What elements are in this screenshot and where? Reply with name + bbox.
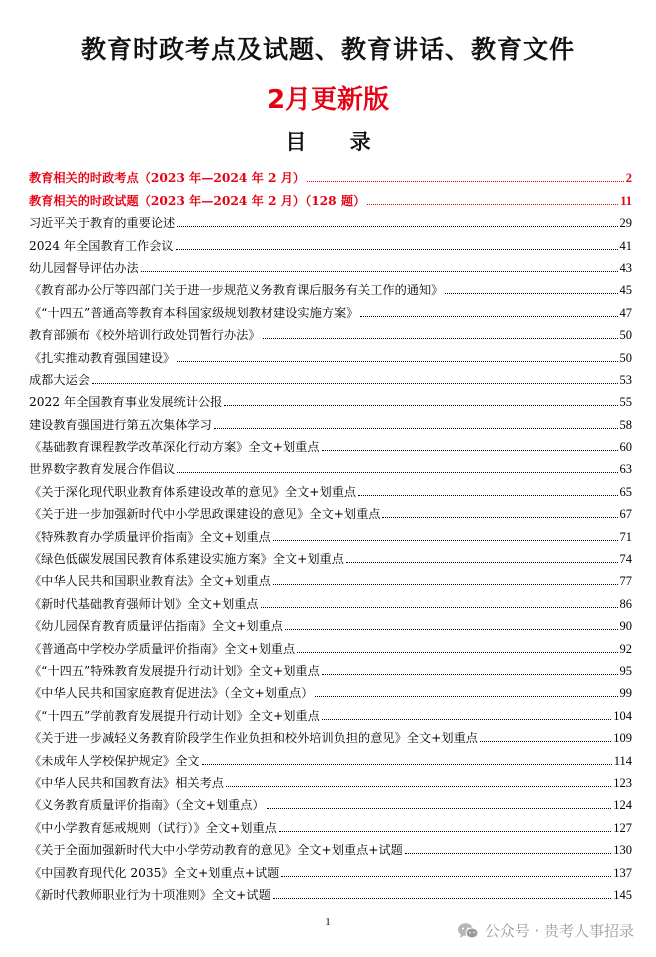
toc-entry-page: 45 [619, 283, 632, 298]
toc-entry-title: 《中华人民共和国职业教育法》全文+划重点 [29, 574, 271, 589]
toc-leader-dots [226, 786, 611, 787]
toc-entry[interactable] [29, 522, 632, 544]
toc-entry[interactable] [29, 209, 632, 231]
toc-entry-title: 《新时代教师职业行为十项准则》全文+试题 [29, 887, 271, 902]
toc-entry[interactable] [29, 254, 632, 276]
toc-leader-dots [263, 338, 618, 339]
toc-entry-title: 教育相关的时政考点（2023 年—2024 年 2 月） [29, 171, 306, 186]
toc-entry-page: 137 [613, 865, 632, 880]
toc-entry[interactable] [29, 186, 632, 208]
toc-entry-title: 2024 年全国教育工作会议 [29, 238, 174, 253]
toc-entry[interactable] [29, 276, 632, 298]
toc-entry-page: 104 [613, 708, 632, 723]
toc-leader-dots [214, 428, 618, 429]
toc-leader-dots [322, 719, 611, 720]
toc-entry-page: 114 [613, 753, 632, 768]
watermark-text: 公众号 · 贵考人事招录 [484, 922, 634, 940]
toc-entry[interactable] [29, 410, 632, 432]
toc-leader-dots [176, 249, 618, 250]
toc-entry-title: 《绿色低碳发展国民教育体系建设实施方案》全文+划重点 [29, 552, 344, 567]
document-title: 教育时政考点及试题、教育讲话、教育文件 [80, 35, 575, 64]
toc-entry-title: 《“十四五”学前教育发展提升行动计划》全文+划重点 [29, 708, 320, 723]
toc-entry-page: 60 [619, 440, 632, 455]
toc-entry-title: 《教育部办公厅等四部门关于进一步规范义务教育课后服务有关工作的通知》 [29, 283, 444, 298]
toc-entry[interactable] [29, 477, 632, 499]
toc-entry-page: 145 [613, 887, 632, 902]
toc-entry-page: 65 [619, 484, 632, 499]
toc-entry[interactable] [29, 634, 632, 656]
toc-entry-page: 109 [613, 731, 632, 746]
toc-entry[interactable] [29, 321, 632, 343]
toc-leader-dots [405, 853, 611, 854]
toc-entry-page: 74 [619, 552, 632, 567]
toc-entry-title: 《普通高中学校办学质量评价指南》全文+划重点 [29, 641, 296, 656]
toc-entry-page: 47 [619, 305, 632, 320]
toc-entry-title: 《中华人民共和国家庭教育促进法》（全文+划重点） [29, 686, 314, 701]
toc-entry-title: 《“十四五”特殊教育发展提升行动计划》全文+划重点 [29, 663, 320, 678]
toc-entry-page: 11 [620, 193, 632, 208]
toc-entry[interactable] [29, 813, 632, 835]
toc-leader-dots [202, 764, 612, 765]
toc-entry-page: 50 [619, 328, 632, 343]
toc-entry-page: 53 [619, 372, 632, 387]
toc-heading: 目 录 [285, 130, 389, 154]
toc-entry-title: 《关于全面加强新时代大中小学劳动教育的意见》全文+划重点+试题 [29, 843, 403, 858]
toc-entry[interactable] [29, 746, 632, 768]
wechat-icon [457, 922, 479, 940]
toc-entry[interactable] [29, 343, 632, 365]
toc-entry-page: 58 [619, 417, 632, 432]
toc-entry-title: 《关于进一步减轻义务教育阶段学生作业负担和校外培训负担的意见》全文+划重点 [29, 731, 478, 746]
toc-leader-dots [480, 741, 611, 742]
toc-entry-title: 《扎实推动教育强国建设》 [29, 350, 176, 365]
toc-leader-dots [273, 540, 618, 541]
toc-entry[interactable] [29, 231, 632, 253]
toc-entry-title: 《新时代基础教育强师计划》全文+划重点 [29, 596, 259, 611]
toc-entry-title: 教育部颁布《校外培训行政处罚暂行办法》 [29, 328, 261, 343]
toc-leader-dots [322, 450, 618, 451]
toc-entry-page: 50 [619, 350, 632, 365]
toc-entry-title: 《中华人民共和国教育法》相关考点 [29, 775, 224, 790]
toc-entry-page: 63 [619, 462, 632, 477]
toc-entry-page: 71 [619, 529, 632, 544]
toc-entry[interactable] [29, 858, 632, 880]
toc-entry-page: 29 [619, 216, 632, 231]
toc-entry-title: 《关于进一步加强新时代中小学思政课建设的意见》全文+划重点 [29, 507, 381, 522]
toc-entry-page: 124 [613, 798, 632, 813]
toc-entry-page: 95 [619, 663, 632, 678]
toc-entry[interactable] [29, 701, 632, 723]
toc-entry-title: 《关于深化现代职业教育体系建设改革的意见》全文+划重点 [29, 484, 357, 499]
toc-leader-dots [285, 629, 618, 630]
toc-entry[interactable] [29, 366, 632, 388]
toc-entry-page: 55 [619, 395, 632, 410]
toc-entry-title: 幼儿园督导评估办法 [29, 260, 139, 275]
toc-leader-dots [346, 562, 618, 563]
toc-leader-dots [267, 808, 612, 809]
toc-leader-dots [177, 226, 617, 227]
toc-entry-page: 41 [619, 238, 632, 253]
toc-entry-page: 67 [619, 507, 632, 522]
toc-entry-page: 92 [619, 641, 632, 656]
toc-entry[interactable] [29, 388, 632, 410]
toc-entry-title: 习近平关于教育的重要论述 [29, 216, 176, 231]
toc-leader-dots [261, 607, 618, 608]
toc-leader-dots [307, 181, 624, 182]
toc-entry-title: 《“十四五”普通高等教育本科国家级规划教材建设实施方案》 [29, 305, 359, 320]
toc-entry-title: 2022 年全国教育事业发展统计公报 [29, 395, 223, 410]
toc-entry[interactable] [29, 164, 632, 186]
toc-entry[interactable] [29, 545, 632, 567]
toc-entry[interactable] [29, 433, 632, 455]
toc-entry-title: 《未成年人学校保护规定》全文 [29, 753, 200, 768]
toc-entry-title: 《幼儿园保育教育质量评估指南》全文+划重点 [29, 619, 283, 634]
toc-entry[interactable] [29, 836, 632, 858]
toc-entry-page: 2 [625, 171, 632, 186]
toc-leader-dots [92, 383, 618, 384]
table-of-contents [29, 164, 632, 903]
toc-entry-page: 90 [619, 619, 632, 634]
toc-leader-dots [445, 293, 617, 294]
toc-entry-title: 教育相关的时政试题（2023 年—2024 年 2 月）（128 题） [29, 193, 366, 208]
toc-leader-dots [273, 584, 618, 585]
document-subtitle: 2月更新版 [266, 85, 390, 115]
toc-entry[interactable] [29, 791, 632, 813]
toc-leader-dots [177, 472, 617, 473]
toc-entry-page: 99 [619, 686, 632, 701]
toc-entry-page: 77 [619, 574, 632, 589]
toc-leader-dots [315, 696, 617, 697]
toc-entry[interactable] [29, 769, 632, 791]
toc-entry-title: 《中小学教育惩戒规则（试行）》全文+划重点 [29, 820, 277, 835]
watermark [457, 920, 634, 941]
toc-leader-dots [322, 674, 618, 675]
toc-leader-dots [177, 361, 617, 362]
toc-entry-page: 123 [613, 775, 632, 790]
toc-leader-dots [279, 831, 611, 832]
page-number: 1 [325, 916, 331, 928]
toc-entry-title: 《特殊教育办学质量评价指南》全文+划重点 [29, 529, 271, 544]
toc-leader-dots [281, 876, 611, 877]
toc-entry[interactable] [29, 881, 632, 903]
toc-entry[interactable] [29, 455, 632, 477]
toc-entry[interactable] [29, 679, 632, 701]
toc-leader-dots [367, 204, 618, 205]
toc-entry-title: 《中国教育现代化 2035》全文+划重点+试题 [29, 865, 280, 880]
toc-leader-dots [224, 405, 617, 406]
toc-entry-page: 127 [613, 820, 632, 835]
toc-leader-dots [382, 517, 617, 518]
toc-entry[interactable] [29, 657, 632, 679]
toc-entry-title: 建设教育强国进行第五次集体学习 [29, 417, 212, 432]
toc-entry[interactable] [29, 612, 632, 634]
toc-entry-title: 《义务教育质量评价指南》（全文+划重点） [29, 798, 265, 813]
toc-leader-dots [141, 271, 618, 272]
toc-leader-dots [273, 898, 611, 899]
toc-entry-title: 世界数字教育发展合作倡议 [29, 462, 176, 477]
toc-leader-dots [360, 316, 617, 317]
toc-entry-title: 成都大运会 [29, 372, 90, 387]
toc-entry-page: 86 [619, 596, 632, 611]
toc-entry[interactable] [29, 589, 632, 611]
toc-entry-page: 130 [613, 843, 632, 858]
toc-entry[interactable] [29, 500, 632, 522]
toc-entry[interactable] [29, 298, 632, 320]
toc-entry-page: 43 [619, 260, 632, 275]
toc-leader-dots [358, 495, 617, 496]
toc-entry-title: 《基础教育课程教学改革深化行动方案》全文+划重点 [29, 440, 320, 455]
toc-entry[interactable] [29, 567, 632, 589]
toc-leader-dots [297, 652, 617, 653]
toc-entry[interactable] [29, 724, 632, 746]
